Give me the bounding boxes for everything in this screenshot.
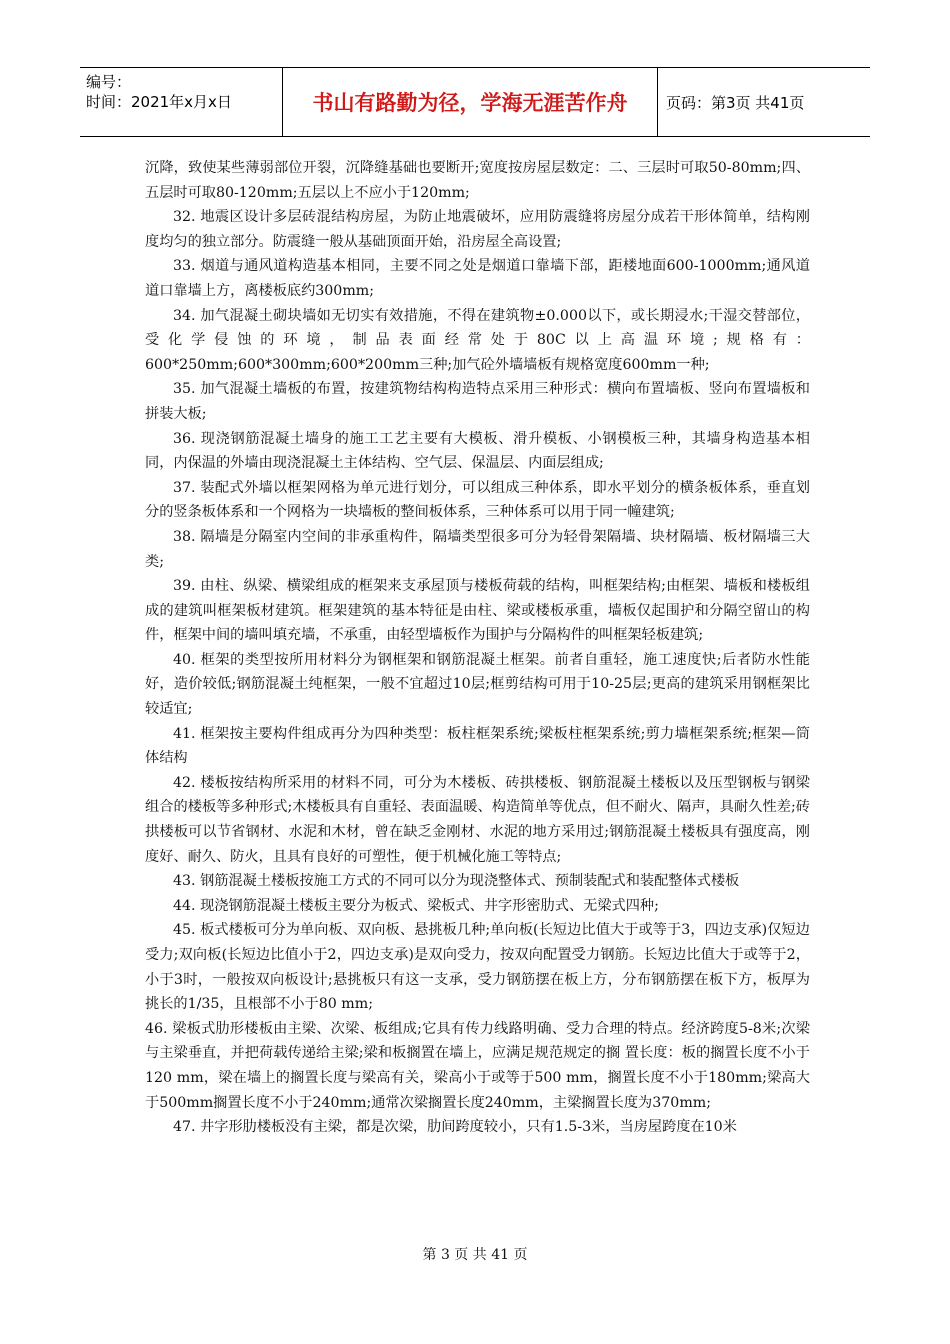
paragraph: 47. 井字形肋楼板没有主梁，都是次梁，肋间跨度较小，只有1.5-3米，当房屋跨度在10米 bbox=[173, 1119, 737, 1136]
header-motto: 书山有路勤为径，学海无涯苦作舟 bbox=[283, 68, 658, 136]
paragraph: 42. 楼板按结构所采用的材料不同，可分为木楼板、砖拱楼板、钢筋混凝土楼板以及压型钢板与钢梁组合的楼板等多种形式;木楼板具有自重轻、表面温暖、构造简单等优点，但不耐火、隔声，具耐久性差;砖拱楼板可以节省钢材、水泥和木材，曾在缺乏金刚材、水泥的地方采用过;钢筋混凝土楼板具有强度高，刚度好、耐久、防火，且具有良好的可塑性，便于机械化施工等特点; bbox=[145, 774, 810, 865]
paragraph: 33. 烟道与通风道构造基本相同，主要不同之处是烟道口靠墙下部，距楼地面600-1000mm;通风道道口靠墙上方，离楼板底约300mm; bbox=[145, 258, 810, 299]
page-header bbox=[80, 67, 870, 137]
paragraph: 37. 装配式外墙以框架网格为单元进行划分，可以组成三种体系，即水平划分的横条板体系，垂直划分的竖条板体系和一个网格为一块墙板的整间板体系，三种体系可以用于同一幢建筑; bbox=[145, 479, 810, 521]
paragraph: 45. 板式楼板可分为单向板、双向板、悬挑板几种;单向板(长短边比值大于或等于3，四边支承)仅短边受力;双向板(长短边比值小于2，四边支承)是双向受力，按双向配置受力钢筋。长短边比值大于或等于2，小于3时，一般按双向板设计;悬挑板只有这一支承，受力钢筋摆在板上方，分布钢筋摆在板下方，板厚为挑长的1/35，且根部不小于80 mm; bbox=[145, 922, 810, 1013]
paragraph: 39. 由柱、纵梁、横梁组成的框架来支承屋顶与楼板荷载的结构，叫框架结构;由框架、墙板和楼板组成的建筑叫框架板材建筑。框架建筑的基本特征是由柱、梁或楼板承重，墙板仅起围护和分隔空留山的构件，框架中间的墙叫填充墙，不承重，由轻型墙板作为围护与分隔构件的叫框架轻板建筑; bbox=[145, 578, 810, 644]
header-page-info: 页码：第3页 共41页 bbox=[666, 93, 805, 112]
paragraph: 36. 现浇钢筋混凝土墙身的施工工艺主要有大模板、滑升模板、小钢模板三种，其墙身构造基本相同，内保温的外墙由现浇混凝土主体结构、空气层、保温层、内面层组成; bbox=[145, 430, 810, 472]
paragraph: 34. 加气混凝土砌块墙如无切实有效措施，不得在建筑物±0.000以下，或长期浸水;干湿交替部位，受化学侵蚀的环境，制品表面经常处于80C以上高温环境;规格有：600*250mm;600*300mm;600*200mm三种;加气砼外墙墙板有规格宽度600mm一种; bbox=[145, 307, 810, 373]
paragraph: 32. 地震区设计多层砖混结构房屋，为防止地震破坏，应用防震缝将房屋分成若干形体简单，结构刚度均匀的独立部分。防震缝一般从基础顶面开始，沿房屋全高设置; bbox=[145, 209, 810, 250]
document-body bbox=[145, 156, 810, 1140]
paragraph: 43. 钢筋混凝土楼板按施工方式的不同可以分为现浇整体式、预制装配式和装配整体式楼板 bbox=[173, 873, 740, 890]
header-meta bbox=[80, 68, 283, 136]
paragraph: 沉降，致使某些薄弱部位开裂，沉降缝基础也要断开;宽度按房屋层数定：二、三层时可取50-80mm;四、五层时可取80-120mm;五层以上不应小于120mm; bbox=[145, 160, 810, 201]
paragraph: 46. 梁板式肋形楼板由主梁、次梁、板组成;它具有传力线路明确、受力合理的特点。经济跨度5-8米;次梁与主梁垂直，并把荷载传递给主梁;梁和板搁置在墙上，应满足规范规定的搁 置长度：板的搁置长度不小于120 mm，梁在墙上的搁置长度与梁高有关，梁高小于或等于500 mm，搁置长度不小于180mm;梁高大于500mm搁置长度不小于240mm;通常次梁搁置长度240mm，主梁搁置长度为370mm; bbox=[145, 1020, 810, 1111]
paragraph: 35. 加气混凝土墙板的布置，按建筑物结构构造特点采用三种形式：横向布置墙板、竖向布置墙板和拼装大板; bbox=[145, 381, 810, 422]
paragraph: 41. 框架按主要构件组成再分为四种类型：板柱框架系统;梁板柱框架系统;剪力墙框架系统;框架—筒体结构 bbox=[145, 725, 810, 767]
page-footer: 第 3 页 共 41 页 bbox=[422, 1247, 528, 1263]
paragraph: 38. 隔墙是分隔室内空间的非承重构件，隔墙类型很多可分为轻骨架隔墙、块材隔墙、板材隔墙三大类; bbox=[145, 528, 810, 570]
time-label: 时间：2021年x月x日 bbox=[86, 93, 232, 111]
paragraph: 40. 框架的类型按所用材料分为钢框架和钢筋混凝土框架。前者自重轻，施工速度快;后者防水性能好，造价较低;钢筋混凝土纯框架，一般不宜超过10层;框剪结构可用于10-25层;更高的建筑采用钢框架比较适宜; bbox=[145, 651, 810, 718]
paragraph: 44. 现浇钢筋混凝土楼板主要分为板式、梁板式、井字形密肋式、无梁式四种; bbox=[173, 897, 659, 914]
code-label: 编号： bbox=[86, 73, 132, 91]
